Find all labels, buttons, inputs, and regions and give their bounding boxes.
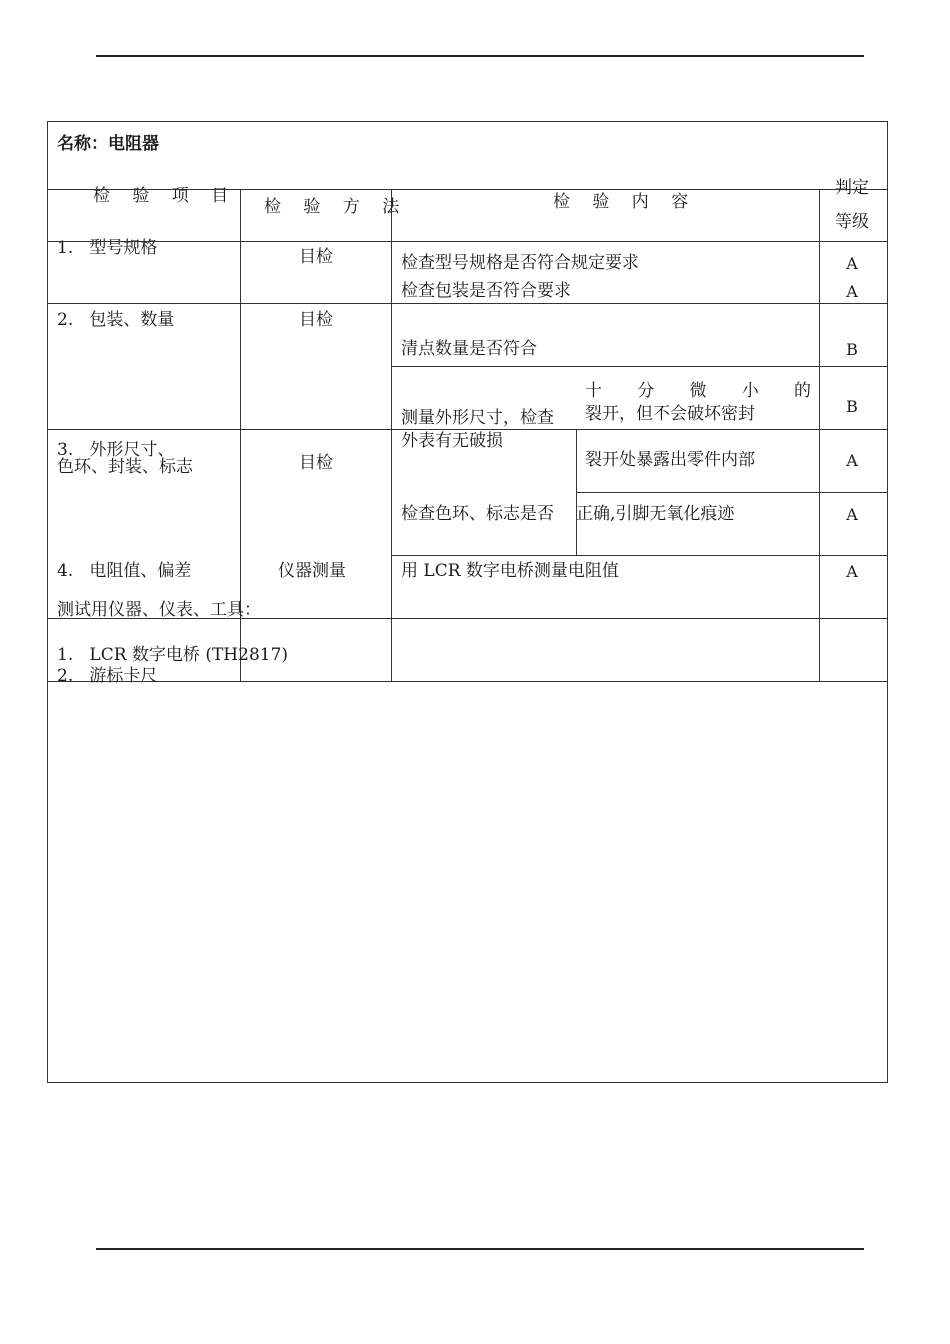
header-method: 检 验 方 法 [264, 197, 408, 217]
row6-method: 仪器测量 [278, 561, 346, 581]
row6-content: 用 LCR 数字电桥测量电阻值 [401, 561, 619, 581]
row4-bottom-line [576, 492, 888, 493]
header-item: 检 验 项 目 [93, 186, 237, 206]
row4-content-left: 外表有无破损 [401, 431, 503, 451]
row5-content-right: 正确,引脚无氧化痕迹 [576, 504, 735, 524]
col-line-2 [391, 189, 392, 681]
row4-method: 目检 [299, 453, 333, 473]
row2-bottom-line [391, 366, 888, 367]
char: 的 [794, 381, 811, 401]
row1-grade-2: A [846, 282, 858, 301]
header-grade-1: 判定 [835, 178, 869, 198]
row5-content-left: 检查色环、标志是否 [401, 504, 554, 524]
row2-item: 2. 包装、数量 [57, 310, 175, 330]
instrument-item-2: 2. 游标卡尺 [57, 666, 158, 686]
form-title: 名称：电阻器 [57, 134, 159, 154]
header-bottom-line [47, 241, 888, 242]
row1-content-1: 检查型号规格是否符合规定要求 [401, 253, 639, 273]
char: 小 [741, 381, 759, 401]
row2-method: 目检 [299, 310, 333, 330]
row3-grade: B [846, 397, 858, 416]
row2-grade: B [846, 340, 858, 359]
row3-content-left: 测量外形尺寸，检查 [401, 408, 554, 428]
instruments-title: 测试用仪器、仪表、工具： [57, 600, 261, 620]
row7-bottom-line [47, 681, 888, 682]
row3-content-right-2: 裂开，但不会破坏密封 [585, 404, 755, 424]
header-content: 检 验 内 容 [553, 192, 697, 212]
col-line-grade [819, 189, 820, 681]
header-grade-2: 等级 [835, 212, 869, 232]
row4-item-1: 3. 外形尺寸、 [57, 440, 175, 460]
bottom-rule [96, 1248, 864, 1250]
row5-grade: A [846, 505, 858, 524]
row1-content-2: 检查包装是否符合要求 [401, 281, 571, 301]
row2-content: 清点数量是否符合 [401, 339, 537, 359]
char: 十 [585, 381, 602, 401]
row1-item: 1. 型号规格 [57, 238, 158, 258]
char: 分 [637, 381, 655, 401]
row3-content-right-1 [585, 383, 811, 400]
instrument-item-1: 1. LCR 数字电桥 (TH2817) [57, 645, 289, 665]
row4-grade: A [846, 451, 858, 470]
row4-content-right: 裂开处暴露出零件内部 [585, 450, 755, 470]
top-rule [96, 55, 864, 57]
row3-bottom-line [47, 429, 888, 430]
row4-item-2: 色环、封装、标志 [57, 457, 193, 477]
row6-grade: A [846, 562, 858, 581]
char: 微 [689, 381, 707, 401]
row6-item: 4. 电阻值、偏差 [57, 561, 192, 581]
row1-method: 目检 [299, 247, 333, 267]
row1-bottom-line [47, 303, 888, 304]
row1-grade-1: A [846, 254, 858, 273]
row5-bottom-line [391, 555, 888, 556]
col-line-split [576, 429, 577, 555]
